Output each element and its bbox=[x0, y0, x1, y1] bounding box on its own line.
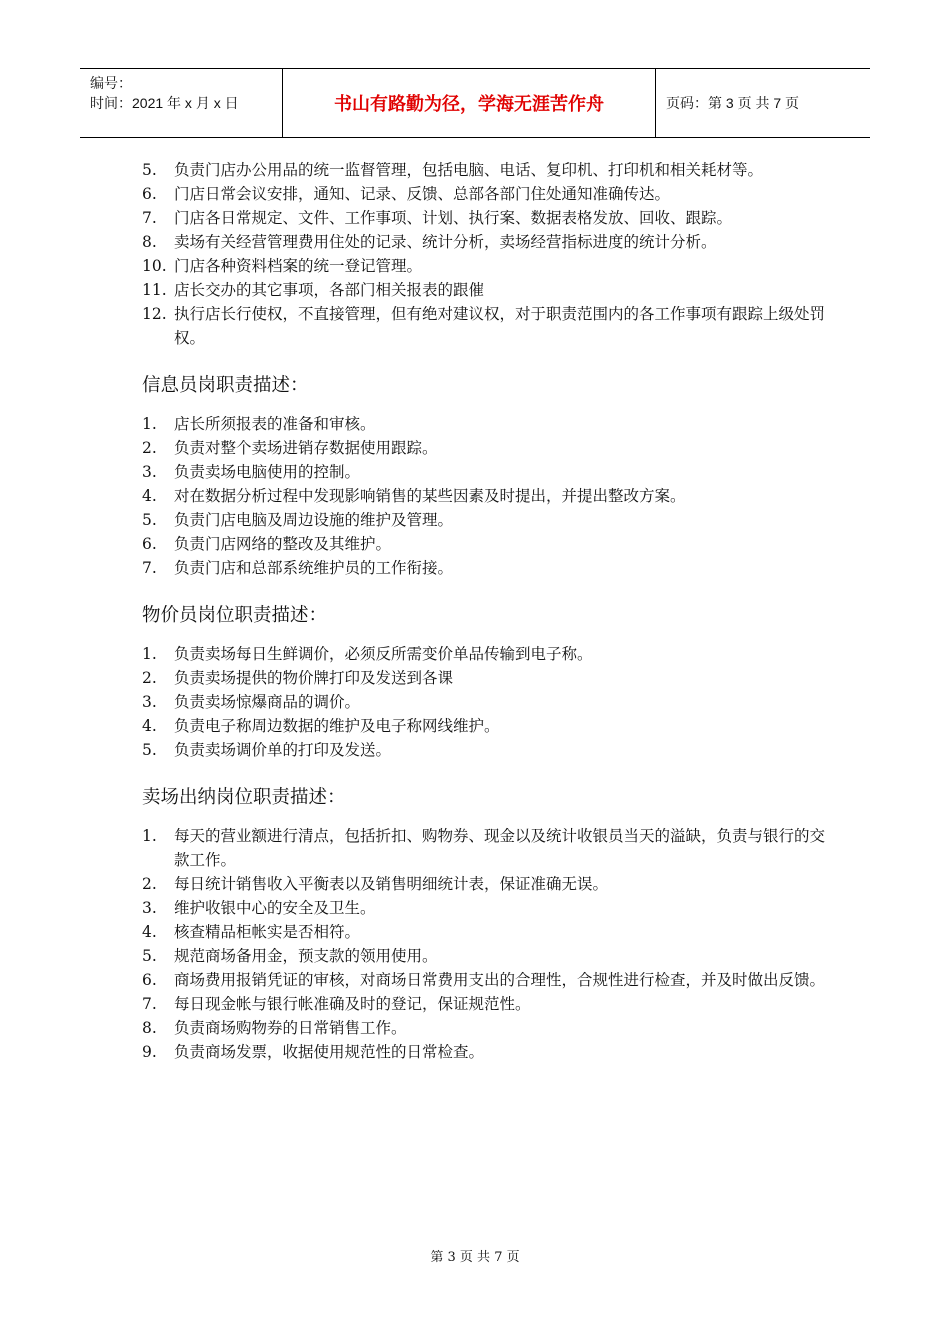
list-item bbox=[142, 556, 832, 580]
document-body bbox=[142, 158, 832, 1064]
list-item-number: 5. bbox=[142, 947, 157, 965]
list-item bbox=[142, 206, 832, 230]
list-item-text: 门店日常会议安排，通知、记录、反馈、总部各部门住处通知准确传达。 bbox=[174, 185, 671, 203]
list-item-number: 6. bbox=[142, 185, 157, 203]
document-date: 时间：2021 年 x 月 x 日 bbox=[90, 95, 239, 111]
list-item bbox=[142, 230, 832, 254]
list-item bbox=[142, 302, 832, 350]
list-item-text: 维护收银中心的安全及卫生。 bbox=[174, 899, 376, 917]
list-item-number: 1. bbox=[142, 415, 157, 433]
list-item bbox=[142, 920, 832, 944]
header-meta bbox=[80, 69, 282, 137]
list-item-text: 卖场有关经营管理费用住处的记录、统计分析，卖场经营指标进度的统计分析。 bbox=[174, 233, 717, 251]
list-item-text: 负责门店电脑及周边设施的维护及管理。 bbox=[174, 511, 454, 529]
section-responsibilities-continued bbox=[142, 158, 832, 350]
list-item-number: 7. bbox=[142, 209, 157, 227]
document-number-label: 编号： bbox=[90, 75, 132, 91]
list-item-number: 2. bbox=[142, 669, 157, 687]
list-item-text: 每天的营业额进行清点，包括折扣、购物券、现金以及统计收银员当天的溢缺，负责与银行的交款工作。 bbox=[174, 827, 826, 869]
list-item-number: 7. bbox=[142, 559, 157, 577]
list-item-number: 9. bbox=[142, 1043, 157, 1061]
list-item-number: 1. bbox=[142, 827, 157, 845]
list-item-number: 4. bbox=[142, 717, 157, 735]
list-item-number: 8. bbox=[142, 233, 157, 251]
list-item-number: 8. bbox=[142, 1019, 157, 1037]
list-item-text: 负责门店网络的整改及其维护。 bbox=[174, 535, 392, 553]
list-item-number: 2. bbox=[142, 875, 157, 893]
list-item bbox=[142, 714, 832, 738]
list-item-number: 6. bbox=[142, 971, 157, 989]
list-item bbox=[142, 968, 832, 992]
list-item-text: 负责门店办公用品的统一监督管理，包括电脑、电话、复印机、打印机和相关耗材等。 bbox=[174, 161, 764, 179]
list-item-number: 10. bbox=[142, 257, 167, 275]
list-item-text: 门店各日常规定、文件、工作事项、计划、执行案、数据表格发放、回收、跟踪。 bbox=[174, 209, 733, 227]
list-item bbox=[142, 508, 832, 532]
header-motto: 书山有路勤为径，学海无涯苦作舟 bbox=[282, 69, 656, 137]
list-item bbox=[142, 642, 832, 666]
list-item-number: 5. bbox=[142, 161, 157, 179]
list-item-number: 7. bbox=[142, 995, 157, 1013]
list-item-text: 负责卖场调价单的打印及发送。 bbox=[174, 741, 392, 759]
list-item-number: 3. bbox=[142, 463, 157, 481]
list-item bbox=[142, 532, 832, 556]
list-item-number: 4. bbox=[142, 923, 157, 941]
list-item bbox=[142, 666, 832, 690]
list-item bbox=[142, 182, 832, 206]
list-item bbox=[142, 896, 832, 920]
list-item-number: 5. bbox=[142, 741, 157, 759]
header-page-number: 页码：第 3 页 共 7 页 bbox=[666, 95, 800, 111]
list-item bbox=[142, 872, 832, 896]
list-item bbox=[142, 460, 832, 484]
list-item bbox=[142, 436, 832, 460]
list-item bbox=[142, 254, 832, 278]
list-item-text: 负责卖场惊爆商品的调价。 bbox=[174, 693, 361, 711]
list-item-number: 4. bbox=[142, 487, 157, 505]
list-item bbox=[142, 738, 832, 762]
list-item bbox=[142, 824, 832, 872]
list-item-text: 每日统计销售收入平衡表以及销售明细统计表，保证准确无误。 bbox=[174, 875, 609, 893]
list-item-text: 门店各种资料档案的统一登记管理。 bbox=[174, 257, 423, 275]
list-item-number: 12. bbox=[142, 305, 167, 323]
list-item-text: 每日现金帐与银行帐准确及时的登记，保证规范性。 bbox=[174, 995, 531, 1013]
list-item-number: 3. bbox=[142, 693, 157, 711]
list-item-text: 负责卖场提供的物价牌打印及发送到各课 bbox=[174, 669, 454, 687]
list-item bbox=[142, 278, 832, 302]
list-item-text: 执行店长行使权，不直接管理，但有绝对建议权，对于职责范围内的各工作事项有跟踪上级处罚权。 bbox=[174, 305, 826, 347]
list-item-text: 规范商场备用金，预支款的领用使用。 bbox=[174, 947, 438, 965]
section-cashier-list bbox=[142, 824, 832, 1064]
list-item-number: 5. bbox=[142, 511, 157, 529]
list-item-text: 负责商场发票，收据使用规范性的日常检查。 bbox=[174, 1043, 485, 1061]
list-item-text: 负责对整个卖场进销存数据使用跟踪。 bbox=[174, 439, 438, 457]
list-item-number: 1. bbox=[142, 645, 157, 663]
page-header bbox=[80, 68, 870, 138]
list-item bbox=[142, 158, 832, 182]
list-item-number: 6. bbox=[142, 535, 157, 553]
section-pricing-clerk-list bbox=[142, 642, 832, 762]
list-item-text: 商场费用报销凭证的审核，对商场日常费用支出的合理性，合规性进行检查，并及时做出反馈。 bbox=[174, 971, 826, 989]
list-item-text: 店长交办的其它事项，各部门相关报表的跟催 bbox=[174, 281, 485, 299]
list-item bbox=[142, 412, 832, 436]
list-item-number: 2. bbox=[142, 439, 157, 457]
list-item bbox=[142, 1016, 832, 1040]
section-heading-cashier: 卖场出纳岗位职责描述： bbox=[142, 787, 346, 808]
list-item bbox=[142, 484, 832, 508]
list-item-number: 3. bbox=[142, 899, 157, 917]
section-heading-pricing-clerk: 物价员岗位职责描述： bbox=[142, 605, 328, 626]
list-item-text: 负责电子称周边数据的维护及电子称网线维护。 bbox=[174, 717, 500, 735]
section-heading-information-clerk: 信息员岗职责描述： bbox=[142, 375, 309, 396]
list-item-text: 负责卖场电脑使用的控制。 bbox=[174, 463, 361, 481]
list-item-text: 核查精品柜帐实是否相符。 bbox=[174, 923, 361, 941]
section-information-clerk-list bbox=[142, 412, 832, 580]
list-item bbox=[142, 944, 832, 968]
list-item bbox=[142, 992, 832, 1016]
list-item-text: 负责门店和总部系统维护员的工作衔接。 bbox=[174, 559, 454, 577]
list-item-text: 负责商场购物券的日常销售工作。 bbox=[174, 1019, 407, 1037]
list-item-text: 店长所须报表的准备和审核。 bbox=[174, 415, 376, 433]
list-item-number: 11. bbox=[142, 281, 167, 299]
list-item bbox=[142, 690, 832, 714]
page-footer: 第 3 页 共 7 页 bbox=[430, 1250, 520, 1265]
list-item-text: 对在数据分析过程中发现影响销售的某些因素及时提出，并提出整改方案。 bbox=[174, 487, 686, 505]
list-item bbox=[142, 1040, 832, 1064]
list-item-text: 负责卖场每日生鲜调价，必须反所需变价单品传输到电子称。 bbox=[174, 645, 593, 663]
